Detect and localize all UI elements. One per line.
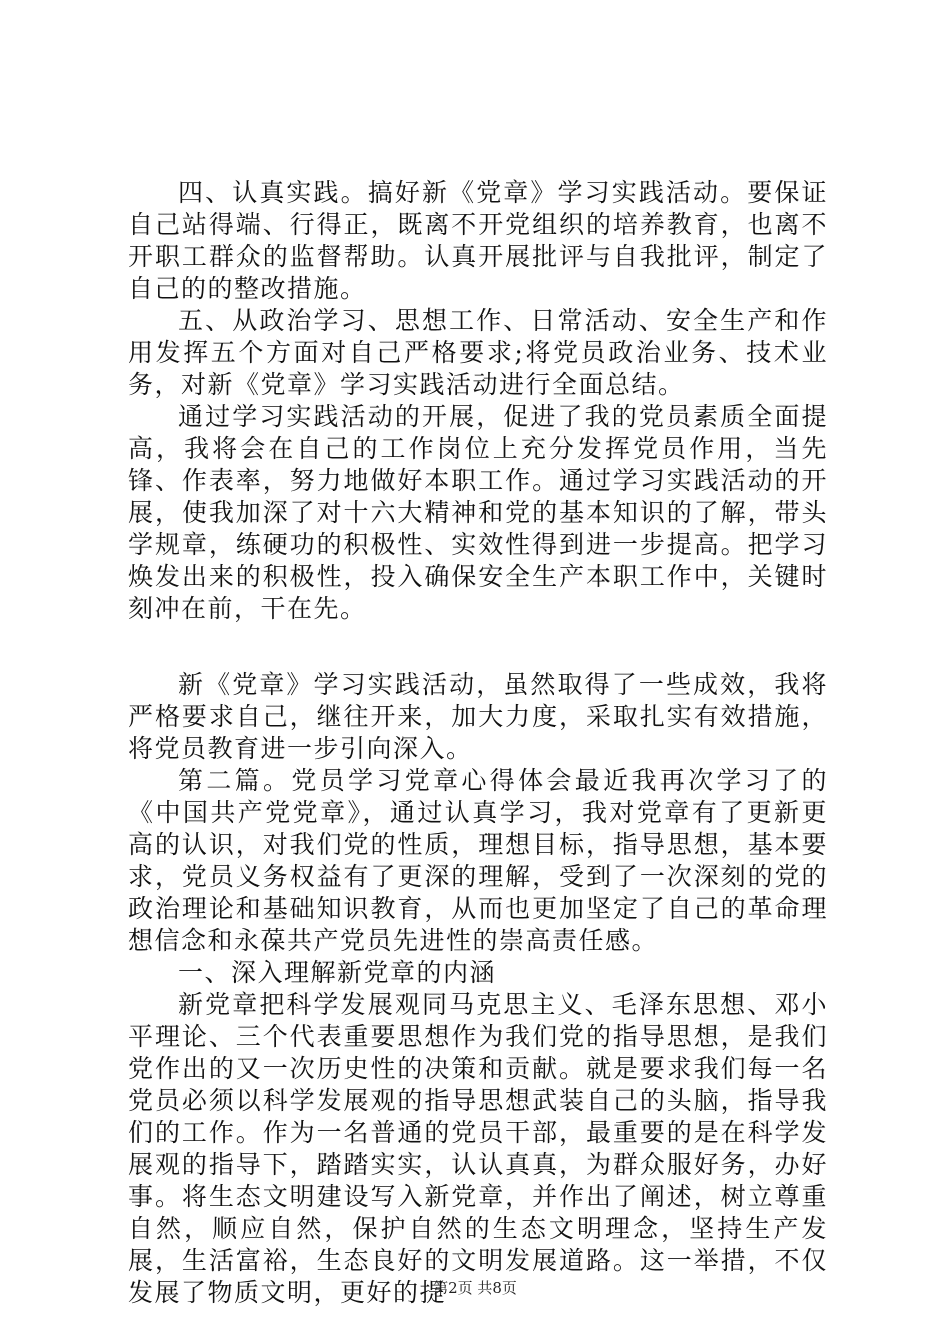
paragraph-conclusion: 新《党章》学习实践活动，虽然取得了一些成效，我将严格要求自己，继往开来，加大力度，采取扎实有效措施，将党员教育进一步引向深入。 — [128, 670, 828, 763]
document-body — [128, 177, 828, 1309]
paragraph-second-article: 第二篇。党员学习党章心得体会最近我再次学习了的《中国共产党党章》，通过认真学习，我对党章有了更新更高的认识，对我们党的性质，理想目标，指导思想，基本要求，党员义务权益有了更深的理解，受到了一次深刻的党的政治理论和基础知识教育，从而也更加坚定了自己的革命理想信念和永葆共产党员先进性的崇高责任感。 — [128, 766, 828, 955]
page-footer: 第2页 共8页 — [433, 1279, 517, 1297]
paragraph-activity-results: 通过学习实践活动的开展，促进了我的党员素质全面提高，我将会在自己的工作岗位上充分发挥党员作用，当先锋、作表率，努力地做好本职工作。通过学习实践活动的开展，使我加深了对十六大精神和党的基本知识的了解，带头学规章，练硬功的积极性、实效性得到进一步提高。把学习焕发出来的积极性，投入确保安全生产本职工作中，关键时刻冲在前，干在先。 — [128, 402, 828, 623]
paragraph-five-aspects: 五、从政治学习、思想工作、日常活动、安全生产和作用发挥五个方面对自己严格要求;将党员政治业务、技术业务，对新《党章》学习实践活动进行全面总结。 — [128, 306, 828, 399]
paragraph-new-charter: 新党章把科学发展观同马克思主义、毛泽东思想、邓小平理论、三个代表重要思想作为我们党的指导思想，是我们党作出的又一次历史性的决策和贡献。就是要求我们每一名党员必须以科学发展观的指导思想武装自己的头脑，指导我们的工作。作为一名普通的党员干部，最重要的是在科学发展观的指导下，踏踏实实，认认真真，为群众服好务，办好事。将生态文明建设写入新党章，并作出了阐述，树立尊重自然，顺应自然，保护自然的生态文明理念，坚持生产发展，生活富裕，生态良好的文明发展道路。这一举措，不仅发展了物质文明，更好的提 — [128, 990, 828, 1307]
paragraph-practice: 四、认真实践。搞好新《党章》学习实践活动。要保证自己站得端、行得正，既离不开党组织的培养教育，也离不开职工群众的监督帮助。认真开展批评与自我批评，制定了自己的的整改措施。 — [128, 178, 828, 303]
section-heading: 一、深入理解新党章的内涵 — [178, 958, 497, 987]
